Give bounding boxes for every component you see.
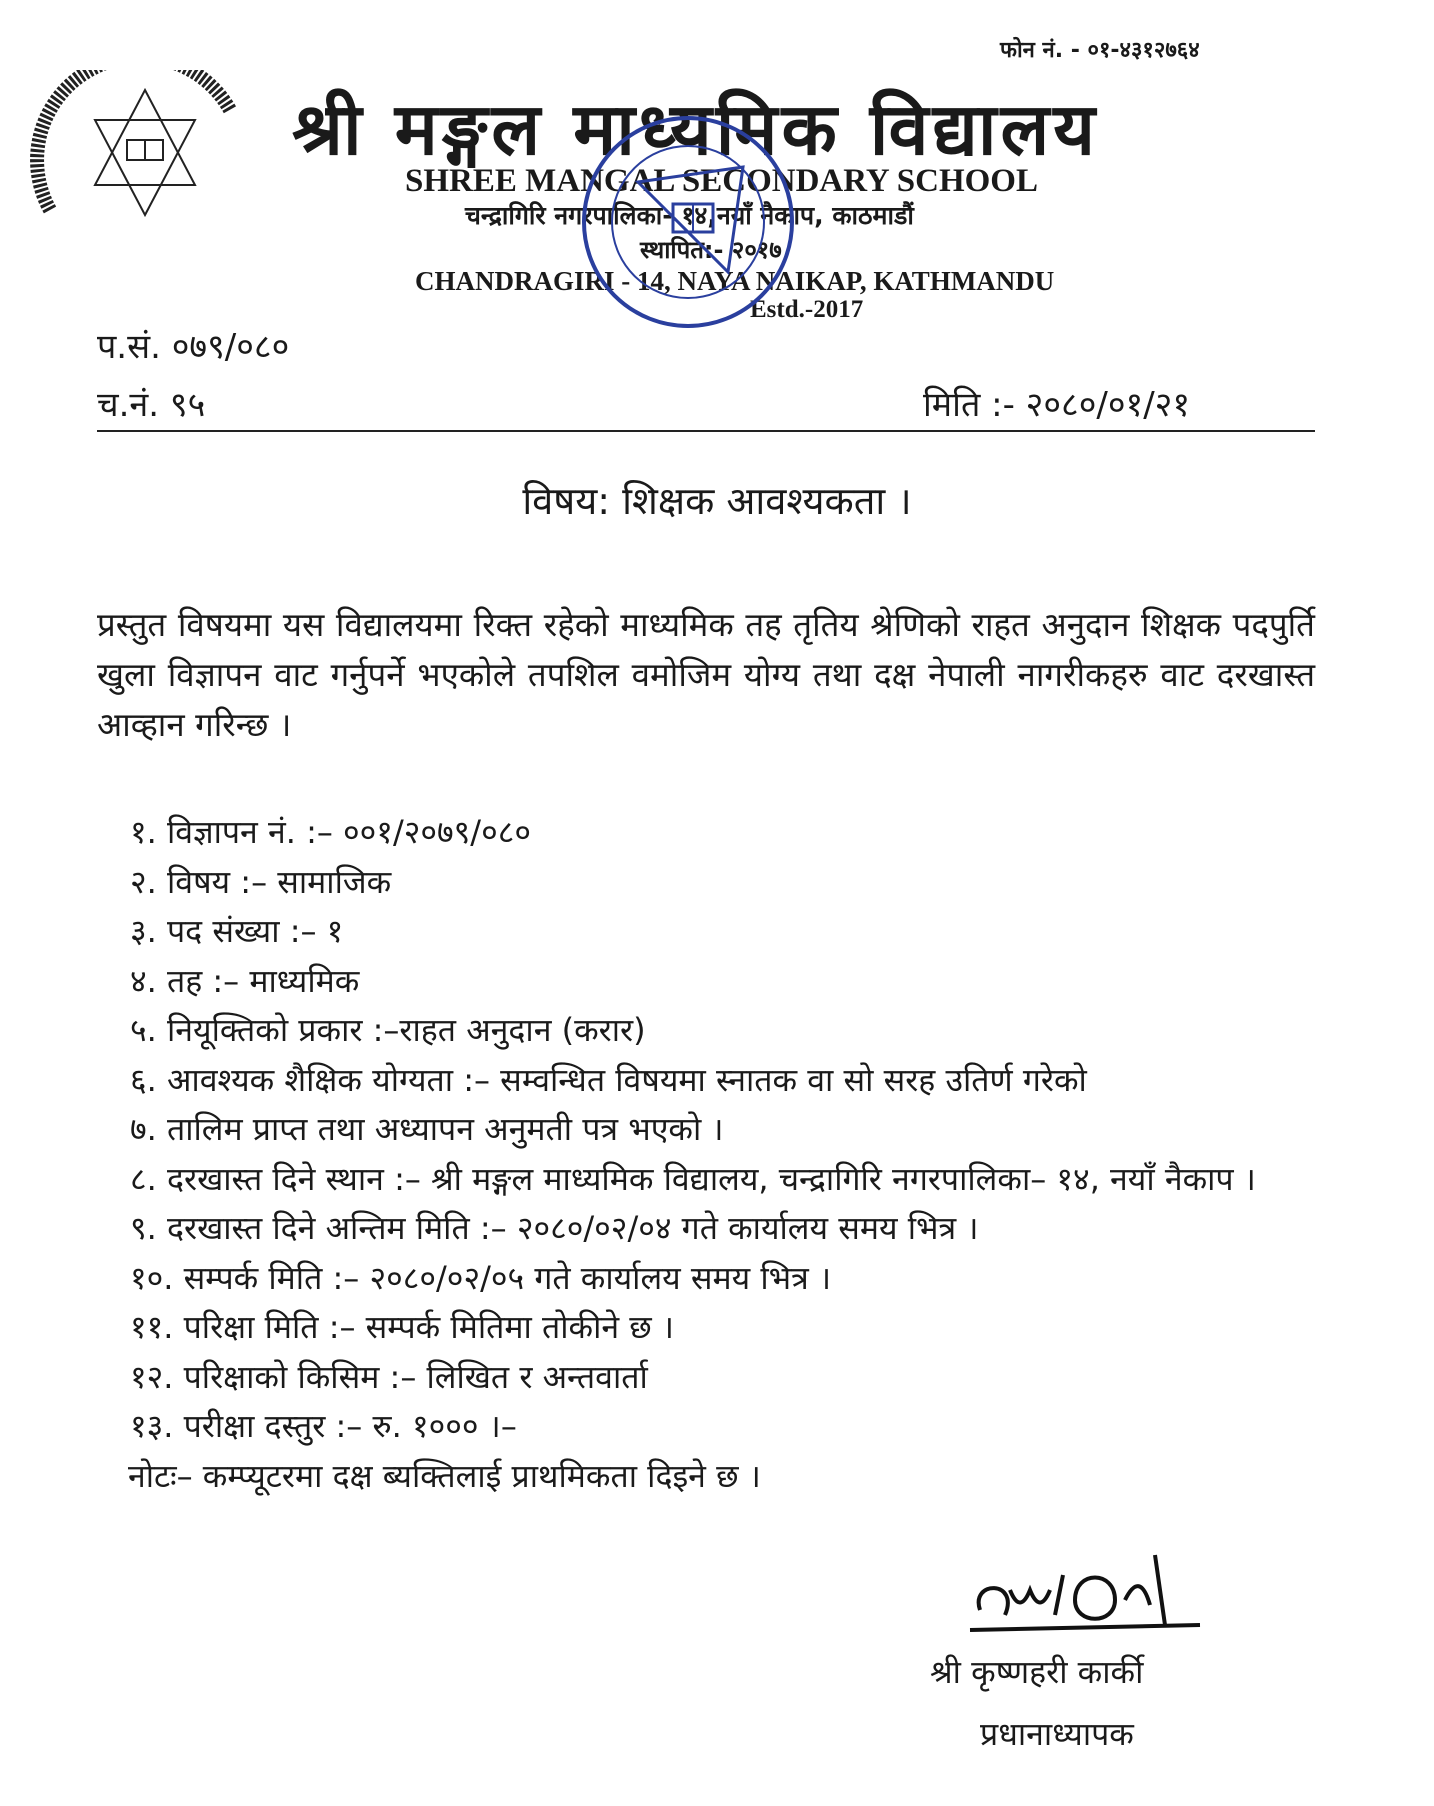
phone-number: फोन नं. - ०१-४३१२७६४: [1000, 38, 1200, 63]
list-item: ८. दरखास्त दिने स्थान :– श्री मङ्गल माध्यमिक विद्यालय, चन्द्रागिरि नगरपालिका– १४, नयाँ नैकाप ।: [130, 1159, 1256, 1198]
requirements-list: [130, 808, 1315, 1501]
header-divider: [97, 430, 1315, 432]
body-paragraph: प्रस्तुत विषयमा यस विद्यालयमा रिक्त रहेको माध्यमिक तह तृतिय श्रेणिको राहत अनुदान शिक्षक पदपुर्ति खुला विज्ञापन वाट गर्नुपर्ने भएकोले तपशिल वमोजिम योग्य तथा दक्ष नेपाली नागरीकहरु वाट दरखास्त आव्हान गरिन्छ ।: [97, 605, 1315, 744]
school-logo-icon: [30, 70, 245, 235]
list-item: ६. आवश्यक शैक्षिक योग्यता :– सम्वन्धित विषयमा स्नातक वा सो सरह उतिर्ण गरेको: [130, 1060, 1087, 1099]
signatory-title: प्रधानाध्यापक: [980, 1715, 1134, 1753]
list-item: ९. दरखास्त दिने अन्तिम मिति :– २०८०/०२/०४ गते कार्यालय समय भित्र ।: [130, 1209, 979, 1247]
list-item: १०. सम्पर्क मिति :– २०८०/०२/०५ गते कार्यालय समय भित्र ।: [130, 1258, 832, 1297]
list-item: २. विषय :– सामाजिक: [130, 862, 392, 901]
list-item: १३. परीक्षा दस्तुर :– रु. १००० ।–: [130, 1407, 517, 1445]
address-english: CHANDRAGIRI - 14, NAYA NAIKAP, KATHMANDU: [415, 266, 1055, 296]
note: नोटः– कम्प्यूटरमा दक्ष ब्यक्तिलाई प्राथमिकता दिइने छ ।: [128, 1456, 761, 1495]
established-nepali: स्थापित:- २०१७: [640, 236, 782, 264]
school-stamp-icon: [578, 112, 798, 332]
school-name-nepali: श्री मङ्गल माध्यमिक विद्यालय: [292, 87, 1100, 171]
list-item: १. विज्ञापन नं. :– ००१/२०७९/०८०: [130, 813, 531, 851]
list-item: ११. परिक्षा मिति :– सम्पर्क मितिमा तोकीने छ ।: [130, 1308, 675, 1346]
list-item: ७. तालिम प्राप्त तथा अध्यापन अनुमती पत्र भएको ।: [130, 1110, 724, 1148]
list-item: ५. नियूक्तिको प्रकार :–राहत अनुदान (करार): [130, 1011, 646, 1049]
school-name-english: SHREE MANGAL SECONDARY SCHOOL: [405, 163, 1038, 199]
dispatch-number: च.नं. ९५: [97, 385, 206, 425]
list-item: ३. पद संख्या :– १: [130, 912, 344, 950]
subject-line: विषय: शिक्षक आवश्यकता ।: [522, 479, 912, 523]
address-nepali: चन्द्रागिरि नगरपालिका- १४,नयाँ नैकाप, काठमाडौं: [465, 201, 914, 230]
reference-number: प.सं. ०७९/०८०: [97, 327, 290, 367]
letter-date: मिति :- २०८०/०१/२१: [923, 385, 1191, 425]
signatory-name: श्री कृष्णहरी कार्की: [930, 1653, 1144, 1691]
established-english: Estd.-2017: [750, 296, 864, 323]
list-item: ४. तह :– माध्यमिक: [130, 961, 360, 1000]
list-item: १२. परिक्षाको किसिम :– लिखित र अन्तवार्ता: [130, 1357, 648, 1396]
signature-icon: [960, 1530, 1220, 1650]
